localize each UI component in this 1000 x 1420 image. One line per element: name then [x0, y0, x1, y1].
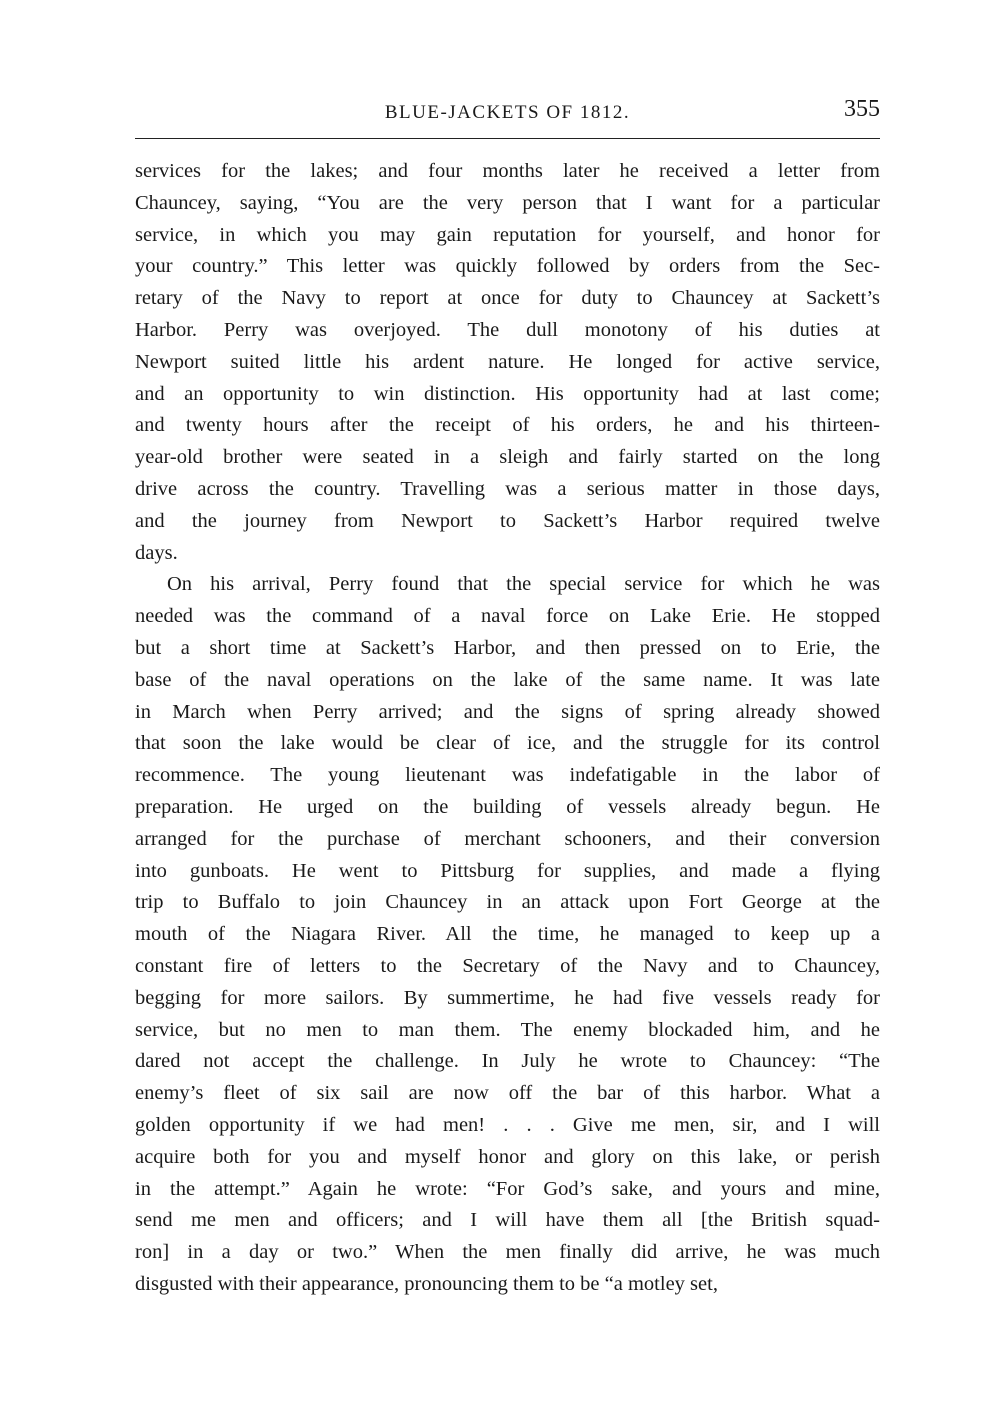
- text-line: retary of the Navy to report at once for duty to Chauncey at Sackett’s: [135, 287, 880, 310]
- text-line: in the attempt.” Again he wrote: “For God’s sake, and yours and mine,: [135, 1177, 880, 1200]
- text-line: drive across the country. Travelling was a serious matter in those days,: [135, 477, 880, 500]
- text-line: Chauncey, saying, “You are the very person that I want for a particular: [135, 191, 880, 214]
- text-line: ron] in a day or two.” When the men finally did arrive, he was much: [135, 1241, 880, 1264]
- text-line: needed was the command of a naval force on Lake Erie. He stopped: [135, 605, 880, 628]
- text-line: your country.” This letter was quickly followed by orders from the Sec-: [135, 255, 880, 278]
- text-line: in March when Perry arrived; and the signs of spring already showed: [135, 700, 880, 723]
- text-line: year-old brother were seated in a sleigh and fairly started on the long: [135, 446, 880, 469]
- text-line: arranged for the purchase of merchant schooners, and their conversion: [135, 827, 880, 850]
- text-line: disgusted with their appearance, pronouncing them to be “a motley set,: [135, 1272, 718, 1295]
- text-line: constant fire of letters to the Secretary of the Navy and to Chauncey,: [135, 954, 880, 977]
- text-line: that soon the lake would be clear of ice, and the struggle for its control: [135, 732, 880, 755]
- text-line: and twenty hours after the receipt of his orders, he and his thirteen-: [135, 414, 880, 437]
- text-line: Harbor. Perry was overjoyed. The dull monotony of his duties at: [135, 318, 880, 341]
- page-number: 355: [844, 96, 880, 122]
- text-line: On his arrival, Perry found that the special service for which he was: [167, 573, 880, 596]
- running-title: BLUE-JACKETS OF 1812.: [384, 102, 631, 123]
- text-line: trip to Buffalo to join Chauncey in an attack upon Fort George at the: [135, 891, 880, 914]
- body-text: [135, 156, 880, 1301]
- text-line: service, but no men to man them. The enemy blockaded him, and he: [135, 1018, 880, 1041]
- text-line: and an opportunity to win distinction. His opportunity had at last come;: [135, 382, 880, 405]
- page-header: [135, 96, 880, 136]
- text-line: dared not accept the challenge. In July he wrote to Chauncey: “The: [135, 1050, 880, 1073]
- text-line: recommence. The young lieutenant was indefatigable in the labor of: [135, 764, 880, 787]
- text-line: service, in which you may gain reputation for yourself, and honor for: [135, 223, 880, 246]
- text-line: base of the naval operations on the lake of the same name. It was late: [135, 668, 880, 691]
- header-rule: [135, 138, 880, 139]
- text-line: golden opportunity if we had men! . . . Give me men, sir, and I will: [135, 1113, 880, 1136]
- text-line: mouth of the Niagara River. All the time, he managed to keep up a: [135, 923, 880, 946]
- paragraph: [135, 156, 880, 569]
- text-line: services for the lakes; and four months later he received a letter from: [135, 160, 880, 182]
- text-line: and the journey from Newport to Sackett’s Harbor required twelve: [135, 509, 880, 532]
- text-line: into gunboats. He went to Pittsburg for supplies, and made a flying: [135, 859, 880, 882]
- text-line: Newport suited little his ardent nature. He longed for active service,: [135, 350, 880, 373]
- text-line: acquire both for you and myself honor and glory on this lake, or perish: [135, 1145, 880, 1168]
- text-line: enemy’s fleet of six sail are now off the bar of this harbor. What a: [135, 1082, 880, 1105]
- paragraph: [135, 569, 880, 1300]
- text-line: begging for more sailors. By summertime, he had five vessels ready for: [135, 986, 880, 1009]
- text-line: send me men and officers; and I will have them all [the British squad-: [135, 1209, 880, 1232]
- text-line: preparation. He urged on the building of vessels already begun. He: [135, 795, 880, 818]
- text-line: days.: [135, 541, 178, 564]
- text-line: but a short time at Sackett’s Harbor, and then pressed on to Erie, the: [135, 636, 880, 659]
